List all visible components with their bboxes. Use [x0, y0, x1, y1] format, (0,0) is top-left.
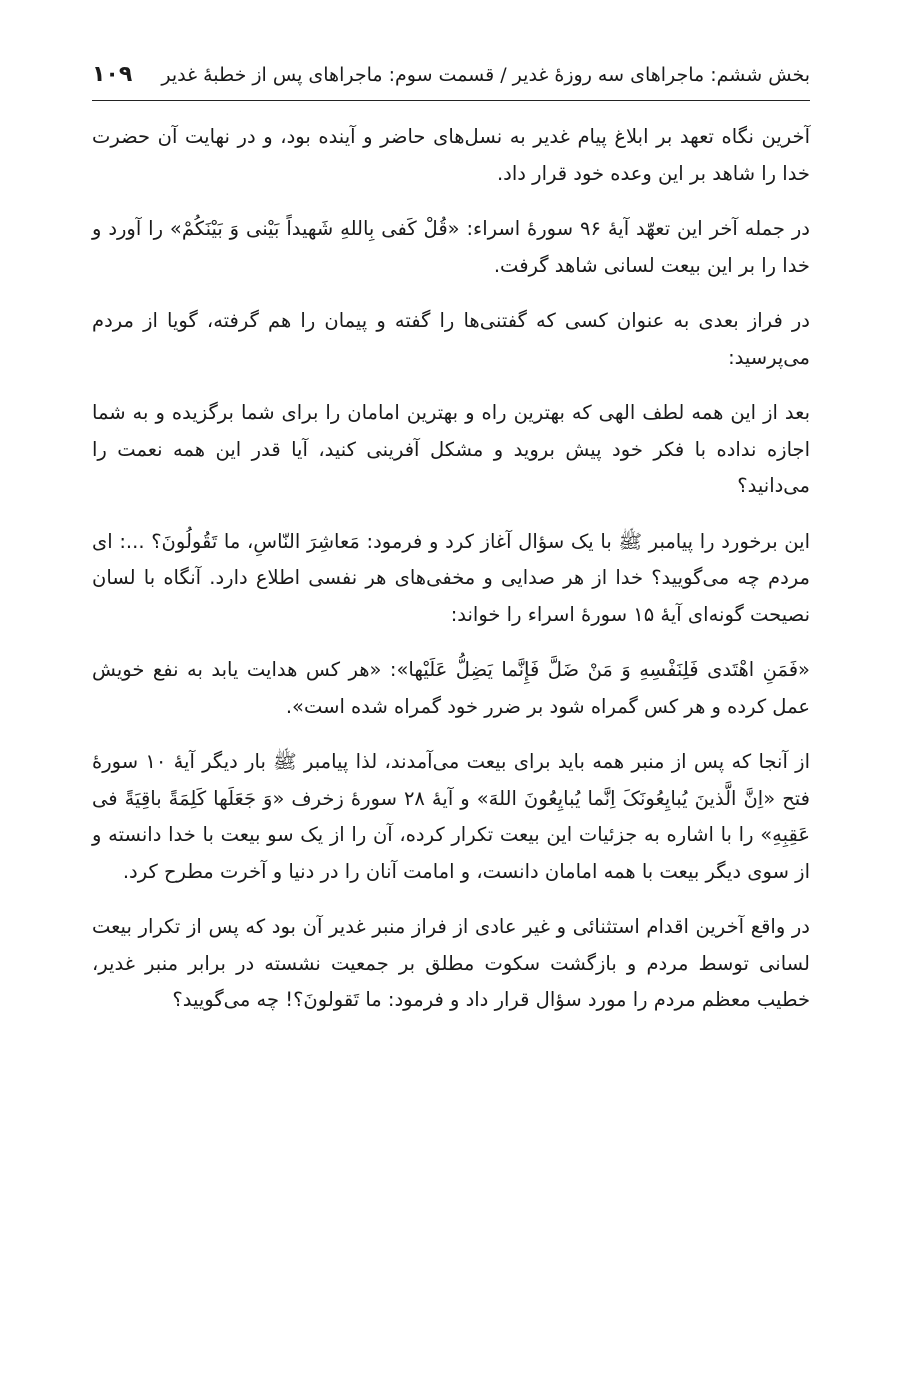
paragraph-7: از آنجا که پس از منبر همه باید برای بیعت می‌آمدند، لذا پیامبر ﷺ بار دیگر آیهٔ ۱۰ سورهٔ فتح «اِنَّ الَّذینَ یُبایِعُونَکَ اِنَّما یُبایِعُونَ اللهَ» و آیهٔ ۲۸ سورهٔ زخرف «وَ جَعَلَها کَلِمَةً باقِیَةً فی عَقِبِهِ» را با اشاره به جزئیات این بیعت تکرار کرده، آن را از یک سو بیعت با خدا دانسته و از سوی دیگر بیعت با همه امامان دانست، و امامت آنان را در دنیا و آخرت مطرح کرد.: [92, 750, 810, 883]
book-page: [92, 60, 810, 1038]
paragraph-8: در واقع آخرین اقدام استثنائی و غیر عادی از فراز منبر غدیر آن بود که پس از تکرار بیعت لسانی توسط مردم و بازگشت سکوت مطلق بر جمعیت نشسته در برابر منبر غدیر، خطیب معظم مردم را مورد سؤال قرار داد و فرمود: ما تَقولونَ؟! چه می‌گویید؟: [92, 915, 810, 1011]
paragraph-3: در فراز بعدی به عنوان کسی که گفتنی‌ها را گفته و پیمان را هم گرفته، گویا از مردم می‌پرسید:: [92, 309, 810, 369]
page-body: [92, 119, 810, 1019]
paragraph-6: «فَمَنِ اهْتَدی فَلِنَفْسِهِ وَ مَنْ ضَلَّ فَإِنَّما یَضِلُّ عَلَیْها»: «هر کس هدایت یابد به نفع خویش عمل کرده و هر کس گمراه شود بر ضرر خود گمراه شده است».: [92, 658, 810, 718]
paragraph-4: بعد از این همه لطف الهی که بهترین راه و بهترین امامان را برای شما برگزیده و به شما اجازه نداده با فکر خود پیش بروید و مشکل آفرینی کنید، آیا قدر این همه نعمت را می‌دانید؟: [92, 401, 810, 497]
running-header: [92, 60, 810, 101]
header-title: بخش ششم: ماجراهای سه روزهٔ غدیر / قسمت سوم: ماجراهای پس از خطبهٔ غدیر: [161, 64, 810, 86]
paragraph-5: این برخورد را پیامبر ﷺ با یک سؤال آغاز کرد و فرمود: مَعاشِرَ النّاسِ، ما تَقُولُونَ؟ ...: ای مردم چه می‌گویید؟ خدا از هر صدایی و مخفی‌های هر نفسی اطلاع دارد. آنگاه با لسان نصیحت گونه‌ای آیهٔ ۱۵ سورهٔ اسراء را خواند:: [92, 529, 810, 626]
page-number: ۱۰۹: [92, 62, 133, 87]
paragraph-1: آخرین نگاه تعهد بر ابلاغ پیام غدیر به نسل‌های حاضر و آینده بود، و در نهایت آن حضرت خدا را شاهد بر این وعده خود قرار داد.: [92, 125, 810, 185]
paragraph-2: در جمله آخر این تعهّد آیهٔ ۹۶ سورهٔ اسراء: «قُلْ کَفی بِاللهِ شَهیداً بَیْنی وَ بَیْنَکُمْ» را آورد و خدا را بر این بیعت لسانی شاهد گرفت.: [92, 217, 810, 277]
